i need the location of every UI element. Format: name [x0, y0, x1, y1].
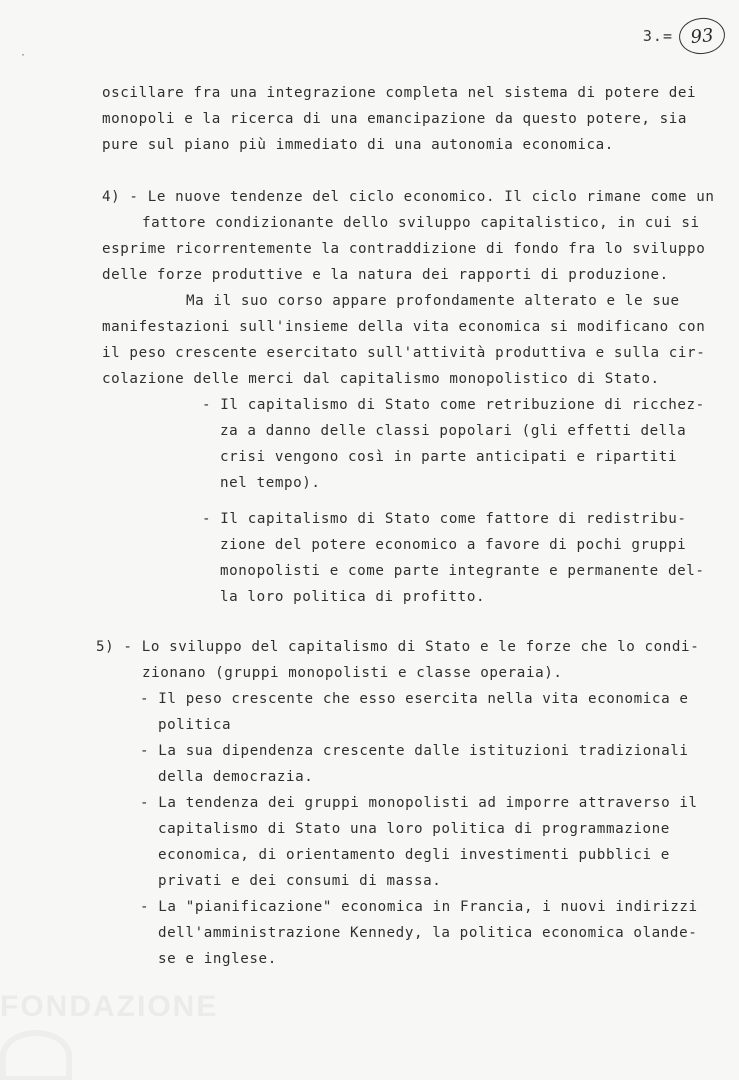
circled-page-number: 93: [677, 16, 727, 57]
text-line: colazione delle merci dal capitalismo monopolistico di Stato.: [102, 371, 660, 387]
page-header: [643, 18, 725, 54]
section-heading: 4) - Le nuove tendenze del ciclo economico. Il ciclo rimane come un: [102, 189, 715, 205]
text-line: Ma il suo corso appare profondamente alterato e le sue: [186, 293, 680, 309]
text-line: pure sul piano più immediato di una autonomia economica.: [102, 137, 614, 153]
list-item: - Il peso crescente che esso esercita nella vita economica e: [140, 691, 689, 707]
list-item: - La tendenza dei gruppi monopolisti ad imporre attraverso il: [140, 795, 698, 811]
text-line: economica, di orientamento degli investimenti pubblici e: [158, 847, 670, 863]
list-item: - La "pianificazione" economica in Francia, i nuovi indirizzi: [140, 899, 698, 915]
text-line: dell'amministrazione Kennedy, la politica economica olande-: [158, 925, 698, 941]
text-line: esprime ricorrentemente la contraddizione di fondo fra lo sviluppo: [102, 241, 706, 257]
text-line: manifestazioni sull'insieme della vita economica si modificano con: [102, 319, 706, 335]
list-item: - Il capitalismo di Stato come retribuzione di ricchez-: [202, 397, 705, 413]
page-reference: 3.=: [642, 27, 673, 45]
text-line: il peso crescente esercitato sull'attività produttiva e sulla cir-: [102, 345, 706, 361]
text-line: zionano (gruppi monopolisti e classe operaia).: [142, 665, 563, 681]
text-line: oscillare fra una integrazione completa nel sistema di potere dei: [102, 85, 697, 101]
text-line: politica: [158, 717, 232, 733]
archive-watermark: FONDAZIONE: [0, 990, 219, 1023]
list-item: - Il capitalismo di Stato come fattore di redistribu-: [202, 511, 687, 527]
text-line: crisi vengono così in parte anticipati e ripartiti: [220, 449, 678, 465]
watermark-logo-arc: [0, 1030, 72, 1080]
text-line: monopolisti e come parte integrante e permanente del-: [220, 563, 705, 579]
text-line: zione del potere economico a favore di pochi gruppi: [220, 537, 687, 553]
text-line: fattore condizionante dello sviluppo capitalistico, in cui si: [142, 215, 700, 231]
text-line: la loro politica di profitto.: [220, 589, 486, 605]
list-item: - La sua dipendenza crescente dalle istituzioni tradizionali: [140, 743, 689, 759]
text-line: se e inglese.: [158, 951, 277, 967]
ink-speck: ·: [20, 50, 27, 61]
text-line: privati e dei consumi di massa.: [158, 873, 442, 889]
text-line: za a danno delle classi popolari (gli effetti della: [220, 423, 687, 439]
text-line: capitalismo di Stato una loro politica di programmazione: [158, 821, 670, 837]
text-line: nel tempo).: [220, 475, 321, 491]
text-line: monopoli e la ricerca di una emancipazione da questo potere, sia: [102, 111, 688, 127]
text-line: della democrazia.: [158, 769, 314, 785]
text-line: delle forze produttive e la natura dei rapporti di produzione.: [102, 267, 669, 283]
section-heading: 5) - Lo sviluppo del capitalismo di Stato e le forze che lo condi-: [96, 639, 700, 655]
